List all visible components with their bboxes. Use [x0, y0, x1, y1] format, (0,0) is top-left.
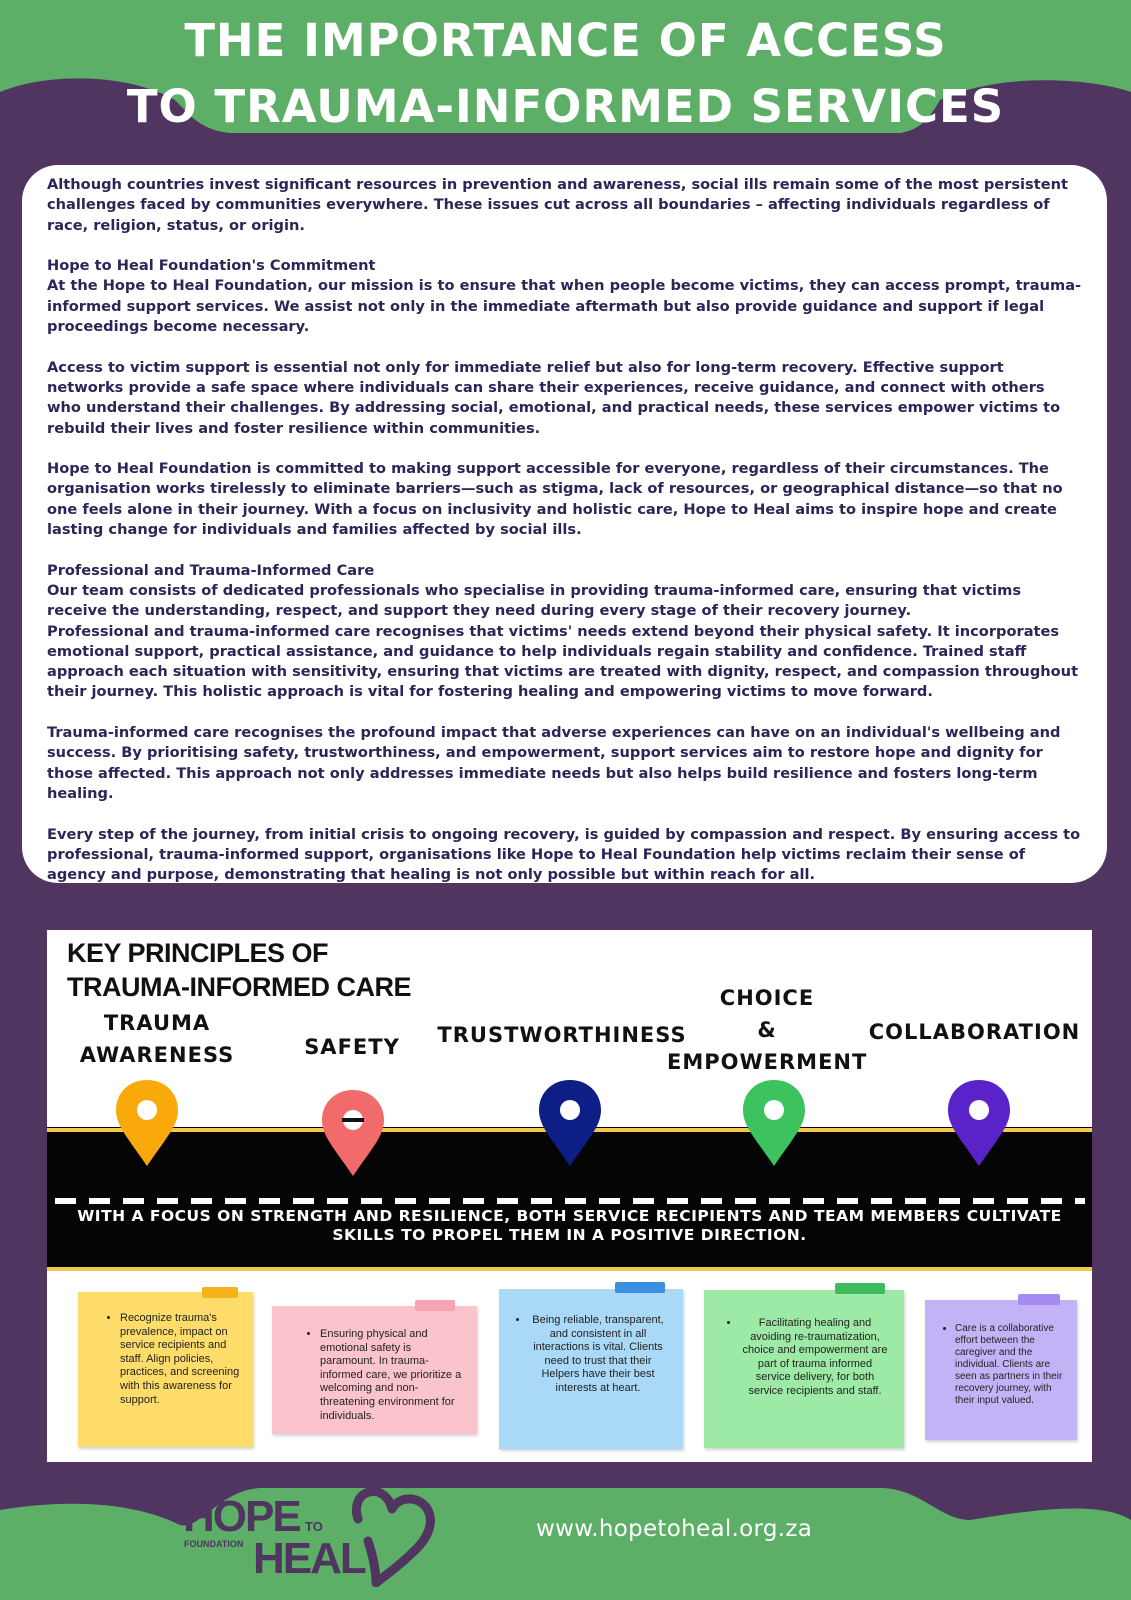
map-pin-icon: [114, 1078, 180, 1168]
map-pin-icon: [741, 1078, 807, 1168]
sticky-note-collaboration: [925, 1300, 1077, 1440]
care-heading: Professional and Trauma-Informed Care: [47, 561, 375, 579]
road-caption-line-1: WITH A FOCUS ON STRENGTH AND RESILIENCE, BOTH SERVICE RECIPIENTS AND TEAM MEMBERS CULTIVATE: [77, 1207, 1062, 1225]
principle-name-trustworthiness: TRUSTWORTHINESS: [437, 1023, 687, 1047]
sticky-note-trustworthiness: [499, 1289, 683, 1449]
heart-icon: [346, 1487, 436, 1591]
logo-hope-text: HOPE: [183, 1492, 300, 1541]
intro-paragraph: At the Hope to Heal Foundation, our mission is to ensure that when people become victims, they can access prompt, trauma-informed support services. We assist not only in the immediate aftermath but also provide guidance and support if legal proceedings become necessary.: [47, 277, 1082, 336]
sticky-note-trauma-awareness: [78, 1292, 253, 1447]
note-tape: [835, 1283, 885, 1294]
intro-paragraph: Hope to Heal Foundation is committed to making support accessible for everyone, regardless of their circumstances. The organisation works tirelessly to eliminate barriers—such as stigma, lack of resources, or geographical distance—so that no one feels alone in their journey. With a focus on inclusivity and holistic care, Hope to Heal aims to inspire hope and create lasting change for individuals and families affected by social ills.: [47, 460, 1063, 539]
note-tape: [615, 1282, 665, 1293]
principle-name-trauma-awareness: TRAUMA AWARENESS: [79, 1011, 235, 1067]
sticky-note-choice-empowerment: [704, 1290, 904, 1448]
principle-name-choice-empowerment: CHOICE & EMPOWERMENT: [667, 986, 868, 1074]
title-line-2: TO TRAUMA-INFORMED SERVICES: [126, 80, 1005, 133]
map-pin-icon: [537, 1078, 603, 1168]
principles-title: [67, 936, 411, 1004]
note-tape: [202, 1287, 238, 1298]
intro-paragraph: Professional and trauma-informed care recognises that victims' needs extend beyond their physical safety. It incorporates emotional support, practical assistance, and guidance to help individuals regain stability and confidence. Trained staff approach each situation with sensitivity, ensuring that victims are treated with dignity, respect, and compassion throughout their journey. This holistic approach is vital for fostering healing and empowering victims to move forward.: [47, 622, 1079, 701]
intro-paragraph: Our team consists of dedicated professionals who specialise in providing trauma-informed care, ensuring that victims receive the understanding, respect, and support they need during every stage of their recovery journey.: [47, 581, 1022, 620]
logo-foundation-text: FOUNDATION: [184, 1539, 244, 1549]
note-tape: [415, 1300, 455, 1311]
page-title: [0, 8, 1131, 140]
note-tape: [1018, 1294, 1060, 1305]
note-text: • Care is a collaborative effort between the caregiver and the individual. Clients are seen as partners in their recovery journey, with their input valued.: [955, 1323, 1063, 1407]
principle-name-collaboration: COLLABORATION: [868, 1020, 1081, 1044]
principles-panel: [47, 930, 1092, 1462]
principle-name-safety: SAFETY: [304, 1035, 400, 1059]
note-text: • Recognize trauma's prevalence, impact on service recipients and staff. Align policies, practices, and screening with this awareness for support.: [120, 1312, 241, 1407]
intro-paragraph: Every step of the journey, from initial crisis to ongoing recovery, is guided by compassion and respect. By ensuring access to professional, trauma-informed support, organisations like Hope to Heal Foundation help victims reclaim their sense of agency and purpose, demonstrating that healing is not only possible but within reach for all.: [47, 825, 1081, 884]
logo-heal-text: HEAL: [253, 1534, 365, 1583]
note-text: • Being reliable, transparent, and consistent in all interactions is vital. Clients need to trust that their Helpers have their best interests at heart.: [529, 1314, 667, 1396]
map-pin-icon: [946, 1078, 1012, 1168]
sticky-note-safety: [272, 1306, 477, 1434]
intro-paragraph: Trauma-informed care recognises the profound impact that adverse experiences can have on an individual's wellbeing and success. By prioritising safety, trustworthiness, and empowerment, support services aim to restore hope and dignity for those affected. This approach not only addresses immediate needs but also helps build resilience and fosters long-term healing.: [47, 724, 1061, 802]
intro-card: [22, 165, 1107, 883]
intro-paragraph: Access to victim support is essential not only for immediate relief but also for long-term recovery. Effective support networks provide a safe space where individuals can share their experiences, receive guidance, and connect with others who understand their challenges. By addressing social, emotional, and practical needs, these services empower victims to rebuild their lives and foster resilience within communities.: [47, 358, 1061, 437]
note-text: • Facilitating healing and avoiding re-traumatization, choice and empowerment are part of trauma informed service delivery, for both service recipients and staff.: [740, 1317, 890, 1399]
road-center-dashes: [55, 1198, 1085, 1204]
note-text: • Ensuring physical and emotional safety is paramount. In trauma-informed care, we prioritize a welcoming and non-threatening environment for individuals.: [320, 1328, 463, 1423]
logo-to-text: TO: [305, 1519, 323, 1534]
road-caption: [67, 1207, 1072, 1245]
road-caption-line-2: SKILLS TO PROPEL THEM IN A POSITIVE DIRECTION.: [332, 1226, 807, 1244]
map-pin-icon: [320, 1088, 386, 1178]
principles-title-line-1: KEY PRINCIPLES OF: [67, 938, 329, 968]
website-link[interactable]: www.hopetoheal.org.za: [536, 1516, 813, 1542]
title-line-1: THE IMPORTANCE OF ACCESS: [184, 14, 947, 67]
road-edge-bottom: [47, 1267, 1092, 1271]
hope-to-heal-logo[interactable]: [183, 1487, 443, 1587]
principles-title-line-2: TRAUMA-INFORMED CARE: [67, 972, 411, 1002]
intro-paragraph: Although countries invest significant resources in prevention and awareness, social ills remain some of the most persistent challenges faced by communities everywhere. These issues cut across all boundaries – affecting individuals regardless of race, religion, status, or origin.: [47, 176, 1068, 234]
commitment-heading: Hope to Heal Foundation's Commitment: [47, 257, 376, 275]
